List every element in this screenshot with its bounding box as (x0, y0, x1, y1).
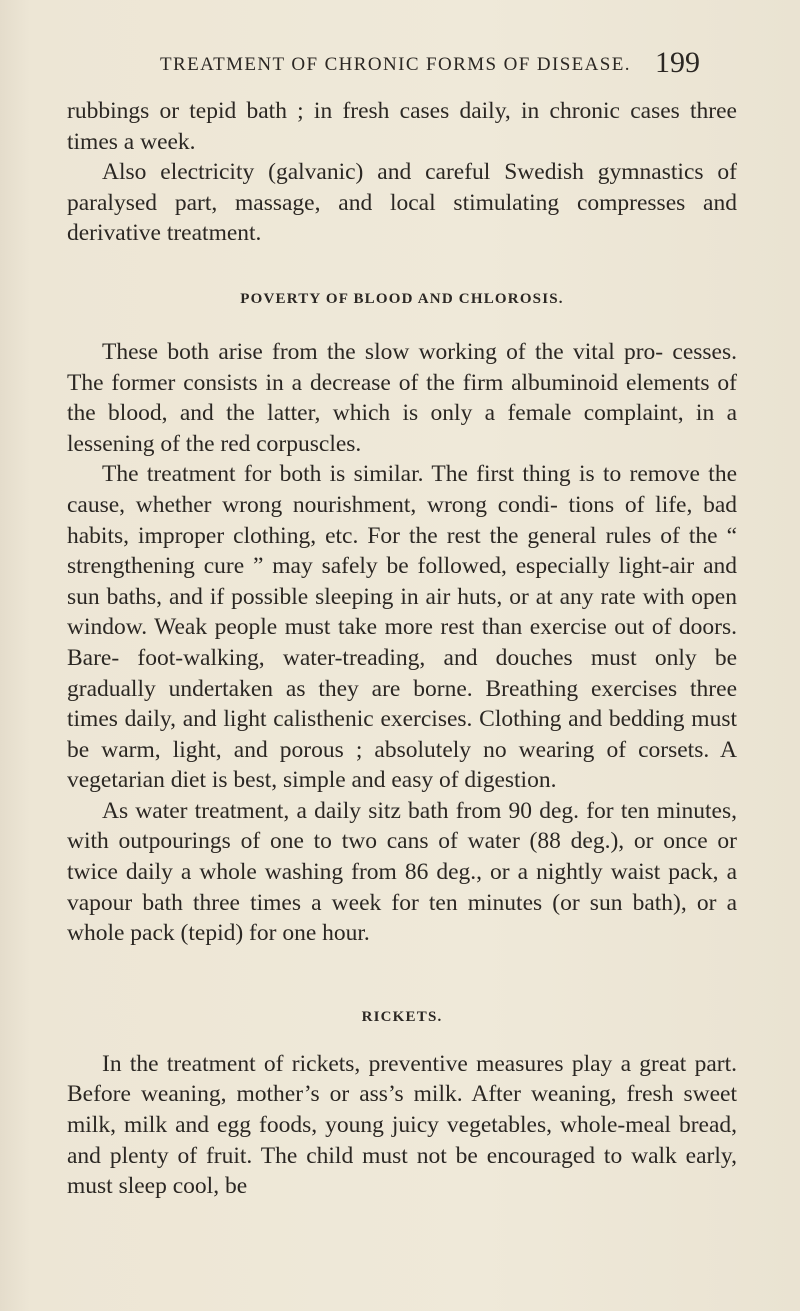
section-heading-poverty-of-blood: POVERTY OF BLOOD AND CHLOROSIS. (240, 290, 564, 307)
poverty-paragraph-water-treatment: As water treatment, a daily sitz bath from 90 deg. for ten minutes, with outpourings of one to two cans of water (88 deg.), or once or twice daily a whole washing from 86 deg., or a nightly waist pack, a vapour bath three times a week for ten minutes (or sun bath), or a whole pack (tepid) for one hour. (67, 797, 737, 947)
running-title: TREATMENT OF CHRONIC FORMS OF DISEASE. (160, 54, 631, 75)
rickets-paragraph: In the treatment of rickets, preventive measures play a great part. Before weaning, mother’s or ass’s milk. After weaning, fresh sweet milk, milk and egg foods, young juicy vegetables, whole-meal bread, and plenty of fruit. The child must not be encouraged to walk early, must sleep cool, be (67, 1050, 737, 1200)
poverty-paragraph-treatment: The treatment for both is similar. The first thing is to remove the cause, whether wrong nourishment, wrong condi- tions of life, bad habits, improper clothing, etc. For the rest the general rules of the “ strengthening cure ” may safely be followed, especially light-air and sun baths, and if possible sleeping in air huts, or at any rate with open window. Weak people must take more rest than exercise out of doors. Bare- foot-walking, water-treading, and douches must only be gradually undertaken as they are borne. Breathing exercises three times daily, and light calisthenic exercises. Clothing and bedding must be warm, light, and porous ; absolutely no wearing of corsets. A vegetarian diet is best, simple and easy of digestion. (67, 461, 737, 794)
page-number: 199 (655, 46, 700, 79)
running-head (0, 44, 800, 84)
poverty-paragraph-causes: These both arise from the slow working of the vital pro- cesses. The former consists in a decrease of the firm albuminoid elements of the blood, and the latter, which is only a female complaint, in a lessening of the red corpuscles. (67, 338, 737, 457)
text-body (67, 96, 737, 1202)
electricity-paragraph: Also electricity (galvanic) and careful Swedish gymnastics of paralysed part, massage, and local stimulating compresses and derivative treatment. (67, 159, 737, 247)
continued-paragraph: rubbings or tepid bath ; in fresh cases daily, in chronic cases three times a week. (67, 98, 737, 155)
section-heading-rickets: RICKETS. (361, 1008, 443, 1025)
